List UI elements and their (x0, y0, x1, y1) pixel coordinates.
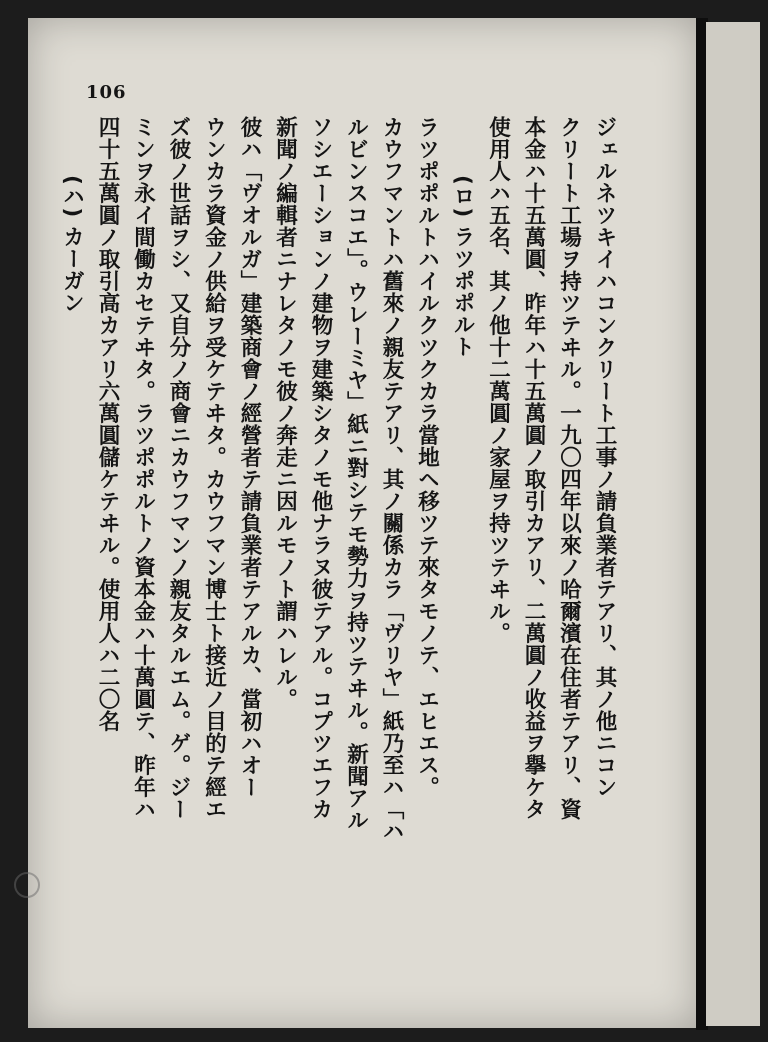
text-column-9: ソシエーションノ建物ヲ建築シタノモ他ナラヌ彼テアル。コプツエフカ (308, 116, 333, 820)
text-column-8: ルビンスコエ」。ウレーミヤ」紙ニ對シテモ勢力ヲ持ツテヰル。新聞アル (343, 116, 369, 832)
text-column-11: 彼ハ「ヴオルガ」建築商會ノ經營者テ請負業者テアルカ、當初ハオー (237, 116, 262, 798)
facing-page-edge (706, 22, 760, 1026)
page-number: 106 (86, 82, 127, 103)
text-column-12: ウンカラ資金ノ供給ヲ受ケテヰタ。カウフマン博士ト接近ノ目的テ經エ (201, 116, 227, 820)
text-column-13: ズ彼ノ世話ヲシ、又自分ノ商會ニカウフマンノ親友タルエム。ゲ。ジー (166, 116, 191, 820)
text-column-2: クリート工場ヲ持ツテヰル。一九〇四年以來ノ哈爾濱在住者テアリ、資 (556, 116, 582, 820)
text-column-15: 四十五萬圓ノ取引高カアリ六萬圓儲ケテヰル。使用人ハ二〇名 (95, 116, 120, 732)
section-heading-ro: (ロ) ラツポポルト (450, 175, 475, 358)
text-column-3: 本金ハ十五萬圓、昨年ハ十五萬圓ノ取引カアリ、二萬圓ノ收益ヲ擧ケタ (521, 116, 546, 820)
section-heading-ha: (ハ) カーガン (59, 175, 85, 314)
text-column-7: カウフマントハ舊來ノ親友テアリ、其ノ關係カラ「ヴリヤ」紙乃至ハ「ハ (379, 116, 404, 842)
ink-smudge-mark (14, 872, 40, 898)
text-column-1: ジェルネツキイハコンクリート工事ノ請負業者テアリ、其ノ他ニコン (592, 116, 617, 798)
text-column-4: 使用人ハ五名、其ノ他十二萬圓ノ家屋ヲ持ツテヰル。 (485, 116, 511, 644)
text-column-6: ラツポポルトハイルクツクカラ當地ヘ移ツテ來タモノテ、エヒエス。 (414, 116, 440, 798)
text-column-14: ミンヲ永イ間働カセテヰタ。ラツポポルトノ資本金ハ十萬圓テ、昨年ハ (130, 116, 156, 820)
text-column-10: 新聞ノ編輯者ニナレタノモ彼ノ奔走ニ因ルモノト謂ハレル。 (272, 116, 298, 710)
